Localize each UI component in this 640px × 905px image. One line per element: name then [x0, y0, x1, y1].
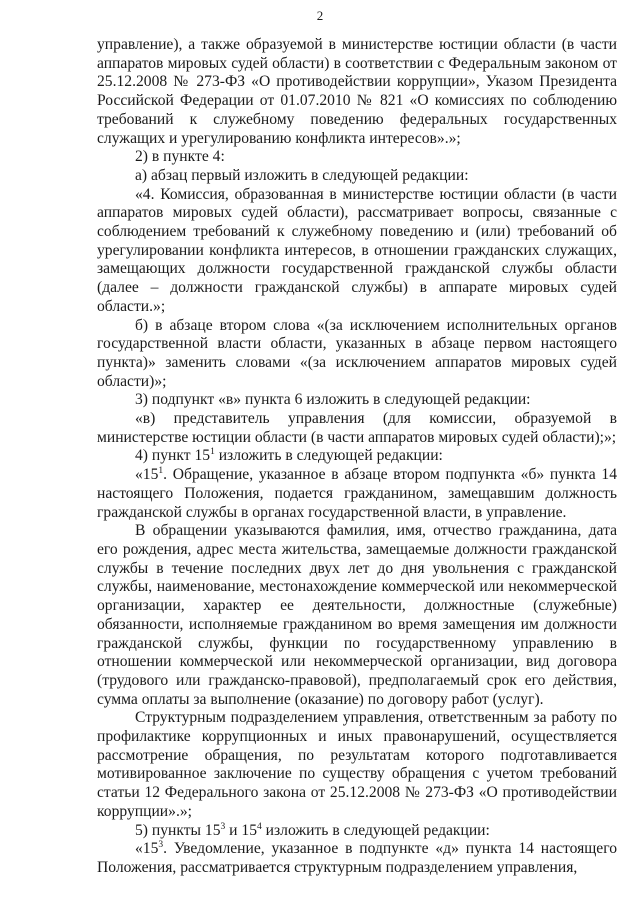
paragraph: [97, 317, 617, 392]
paragraph-text: «в) представитель управления (для комиссии, образуемой в министерстве юстиции области (в части аппаратов мировых судей области);»;: [97, 410, 617, 446]
superscript: 3: [220, 821, 226, 832]
paragraph-text: . Обращение, указанное в абзаце втором подпункта «б» пункта 14 настоящего Положения, подается гражданином, замещавшим должность гражданской службы в органах государственной власти, в управление.: [97, 466, 617, 521]
paragraph-text: управление), а также образуемой в министерстве юстиции области (в части аппаратов мировых судей области) в соответствии с Федеральным законом от 25.12.2008 № 273-ФЗ «О противодействии коррупции», Указом Президента Российской Федерации от 01.07.2010 № 821 «О комиссиях по соблюдению требований к служебному поведению федеральных государственных служащих и урегулированию конфликта интересов».»;: [97, 36, 617, 147]
paragraph-text: 4) пункт 15: [135, 447, 211, 465]
paragraph-text: «4. Комиссия, образованная в министерстве юстиции области (в части аппаратов мировых судей области), рассматривает вопросы, связанные с соблюдением требований к служебному поведению и (или) требований об урегулировании конфликта интересов, в отношении гражданских служащих, замещающих должности государственной гражданской службы области (далее – должности гражданской службы) в аппарате мировых судей области.»;: [97, 185, 617, 315]
paragraph: [97, 709, 617, 821]
paragraph-text: 5) пункты 15: [135, 821, 221, 839]
document-body: [97, 36, 617, 878]
paragraph: [97, 148, 617, 167]
paragraph-text: а) абзац первый изложить в следующей редакции:: [135, 166, 469, 184]
paragraph: [97, 410, 617, 447]
paragraph: [97, 822, 617, 841]
page-number: 2: [316, 8, 324, 23]
paragraph-text: «15: [135, 466, 159, 484]
paragraph: [97, 840, 617, 877]
paragraph: [97, 167, 617, 186]
paragraph: [97, 391, 617, 410]
paragraph: [97, 466, 617, 522]
paragraph-text: изложить в следующей редакции:: [214, 447, 443, 465]
paragraph-text: . Уведомление, указанное в подпункте «д» пункта 14 настоящего Положения, рассматривается структурным подразделением управления,: [97, 840, 617, 876]
paragraph-text: В обращении указываются фамилия, имя, отчество гражданина, дата его рождения, адрес места жительства, замещаемые должности гражданской службы в течение последних двух лет до дня увольнения с гражданской службы, наименование, местонахождение коммерческой или некоммерческой организации, характер ее деятельности, должностные (служебные) обязанности, исполняемые гражданином во время замещения им должности гражданской службы, функции по государственному управлению в отношении коммерческой или некоммерческой организации, вид договора (трудового или гражданско-правовой), предполагаемый срок его действия, сумма оплаты за выполнение (оказание) по договору работ (услуг).: [97, 522, 617, 708]
paragraph: [97, 36, 617, 148]
superscript: 1: [210, 447, 215, 458]
superscript: 4: [257, 821, 262, 832]
paragraph-text: изложить в следующей редакции:: [261, 821, 490, 839]
paragraph-text: 3) подпункт «в» пункта 6 изложить в следующей редакции:: [135, 391, 531, 409]
paragraph-text: и 15: [225, 821, 258, 839]
superscript: 1: [158, 466, 164, 477]
paragraph: [97, 447, 617, 466]
paragraph-text: «15: [135, 840, 159, 858]
paragraph-text: 2) в пункте 4:: [135, 148, 225, 166]
paragraph-text: б) в абзаце втором слова «(за исключением исполнительных органов государственной власти области, указанных в абзаце первом настоящего пункта)» заменить словами «(за исключением аппаратов мировых судей области)»;: [97, 316, 617, 390]
paragraph-text: Структурным подразделением управления, ответственным за работу по профилактике коррупционных и иных правонарушений, осуществляется рассмотрение обращения, по результатам которого подготавливается мотивированное заключение по существу обращения с учетом требований статьи 12 Федерального закона от 25.12.2008 № 273-ФЗ «О противодействии коррупции».»;: [97, 709, 617, 820]
paragraph: [97, 522, 617, 709]
paragraph: [97, 186, 617, 317]
superscript: 3: [158, 840, 164, 851]
